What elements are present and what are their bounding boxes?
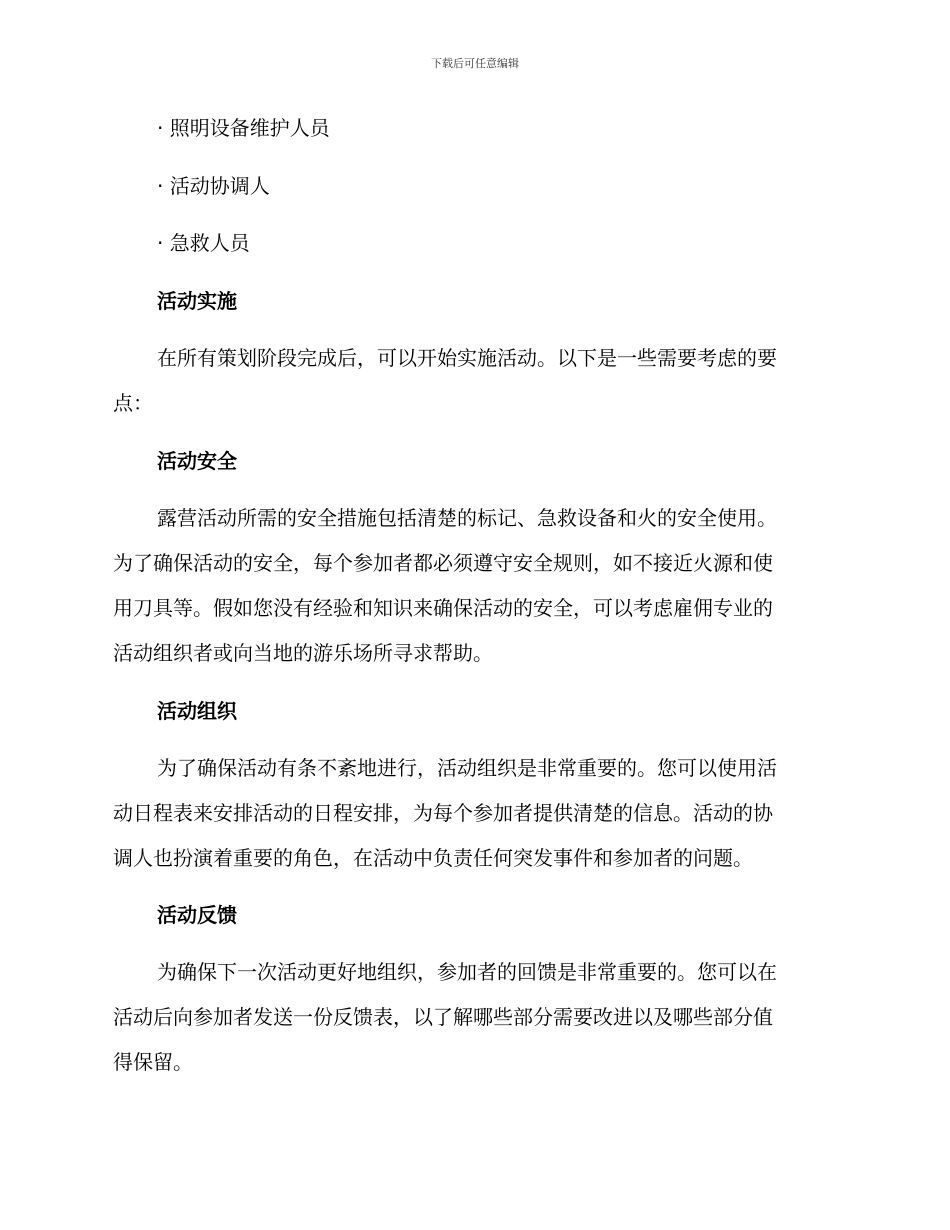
paragraph-line: 活动后向参加者发送一份反馈表，以了解哪些部分需要改进以及哪些部分值: [113, 1005, 773, 1029]
bullet-item: · 照明设备维护人员: [157, 116, 330, 140]
bullet-item: · 急救人员: [157, 231, 250, 255]
paragraph-line: 为确保下一次活动更好地组织，参加者的回馈是非常重要的。您可以在: [157, 960, 777, 984]
page-header: 下载后可任意编辑: [431, 57, 519, 70]
paragraph-line: 动日程表来安排活动的日程安排，为每个参加者提供清楚的信息。活动的协: [113, 801, 773, 825]
section-heading: 活动安全: [157, 449, 237, 473]
paragraph-line: 露营活动所需的安全措施包括清楚的标记、急救设备和火的安全使用。: [157, 506, 777, 530]
paragraph-line: 在所有策划阶段完成后，可以开始实施活动。以下是一些需要考虑的要: [157, 346, 777, 370]
paragraph-line: 得保留。: [113, 1050, 193, 1074]
paragraph-line: 为了确保活动的安全，每个参加者都必须遵守安全规则，如不接近火源和使: [113, 551, 773, 575]
section-heading: 活动实施: [157, 289, 237, 313]
paragraph-line: 调人也扮演着重要的角色，在活动中负责任何突发事件和参加者的问题。: [113, 846, 753, 870]
paragraph-line: 为了确保活动有条不紊地进行，活动组织是非常重要的。您可以使用活: [157, 756, 777, 780]
paragraph-line: 活动组织者或向当地的游乐场所寻求帮助。: [113, 641, 493, 665]
bullet-item: · 活动协调人: [157, 174, 270, 198]
section-heading: 活动反馈: [157, 903, 237, 927]
paragraph-line: 用刀具等。假如您没有经验和知识来确保活动的安全，可以考虑雇佣专业的: [113, 596, 773, 620]
paragraph-line: 点：: [113, 391, 153, 415]
section-heading: 活动组织: [157, 699, 237, 723]
